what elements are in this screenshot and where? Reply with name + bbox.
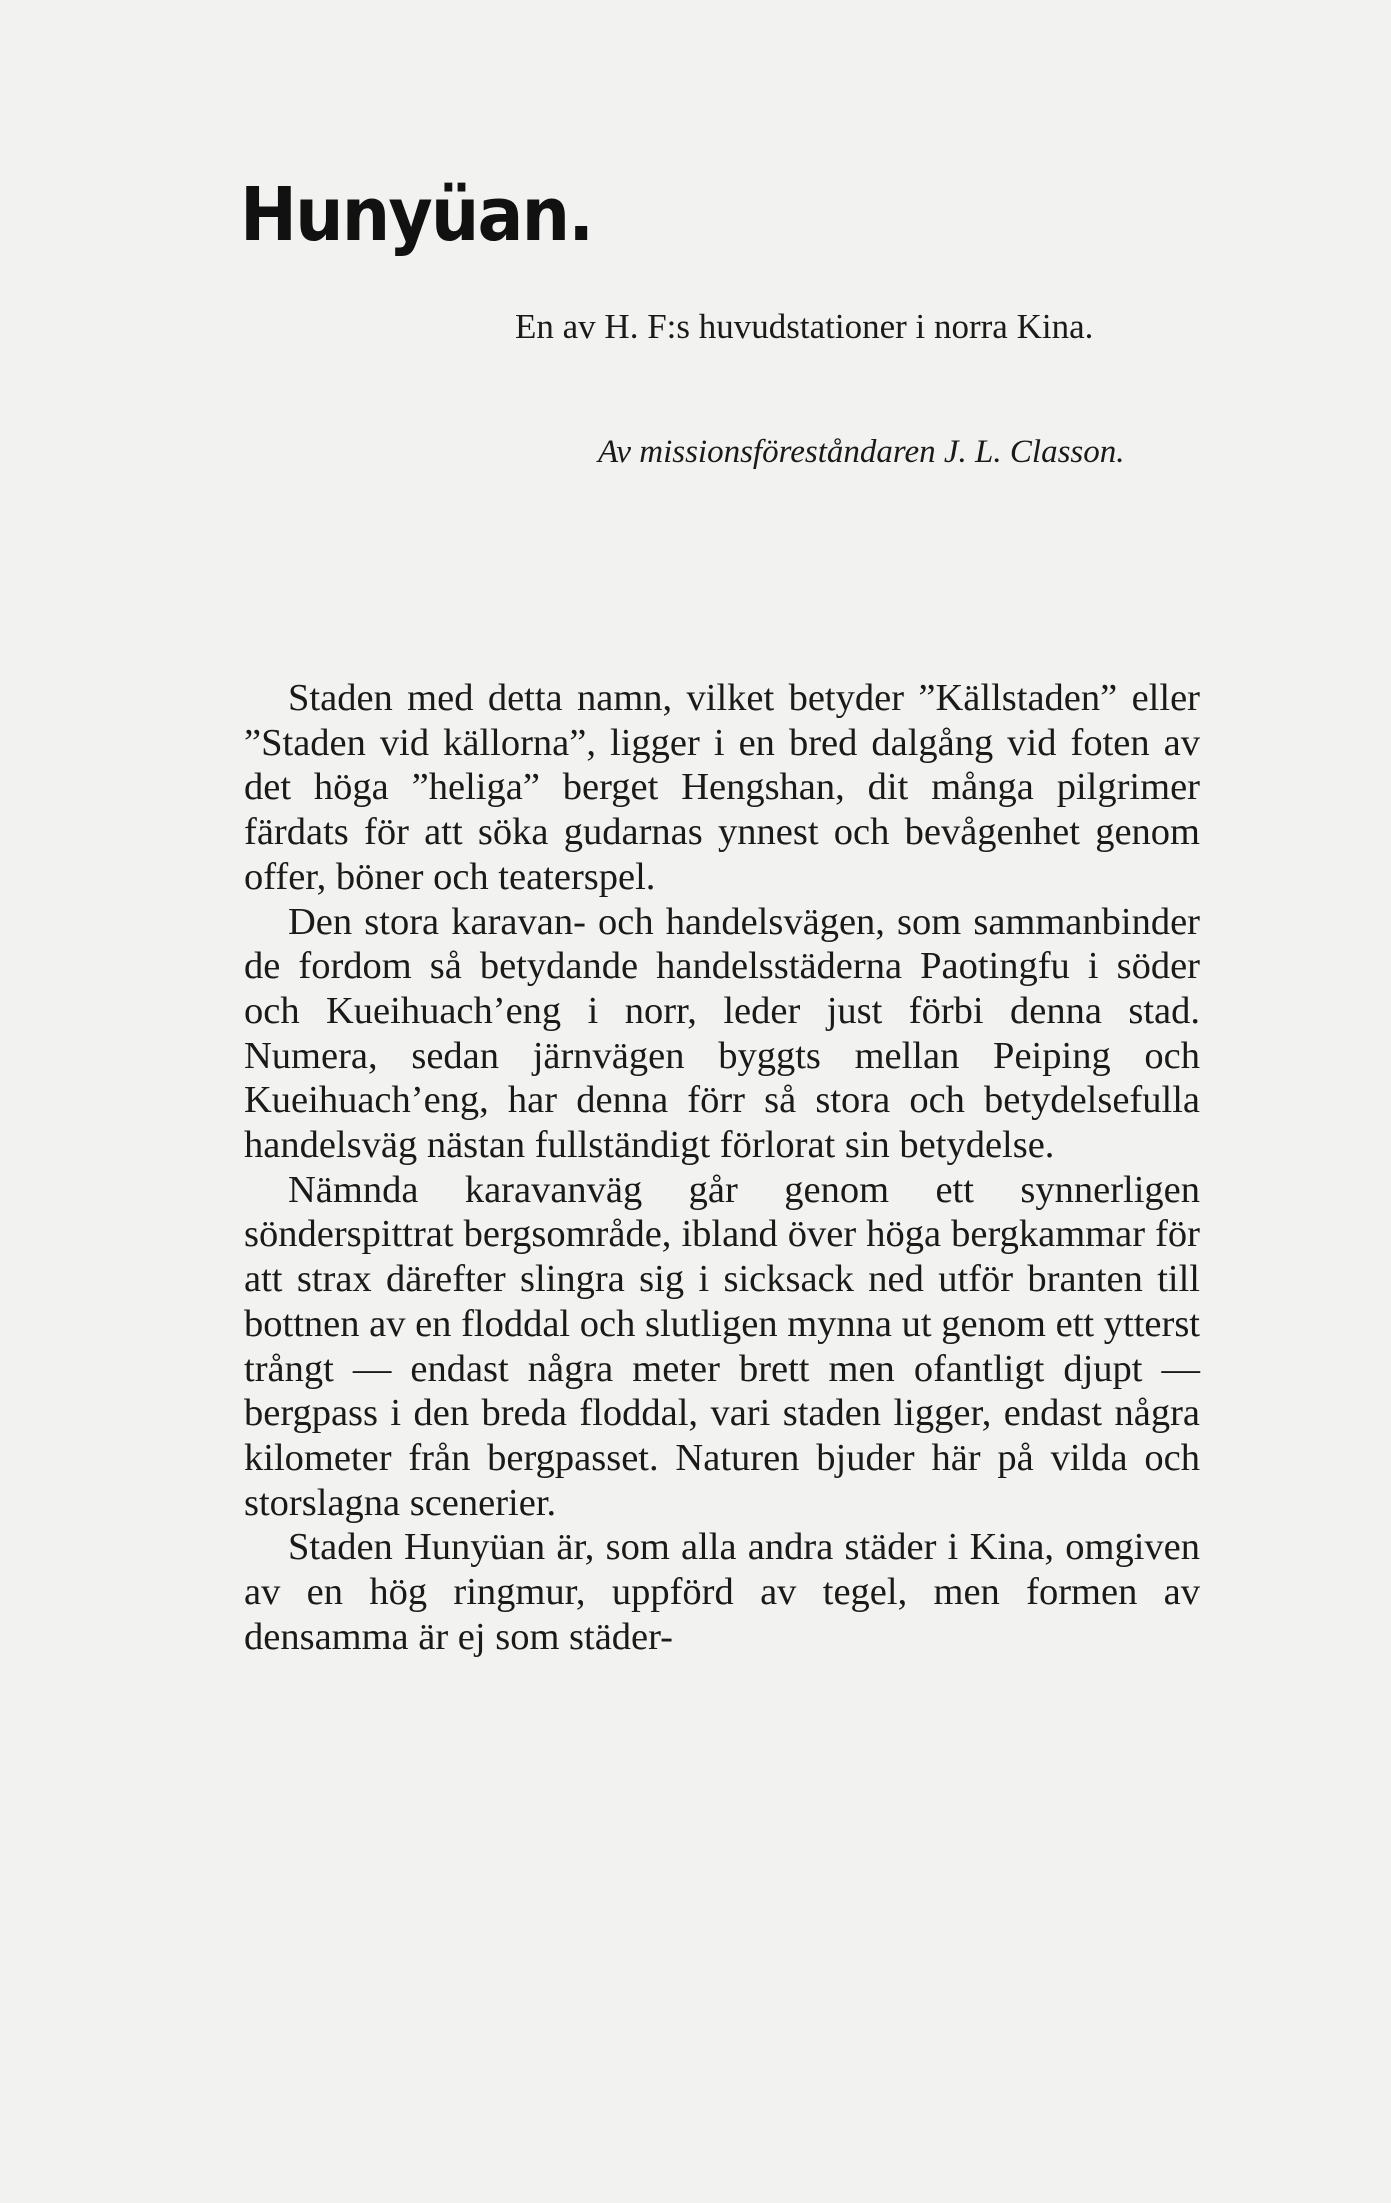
article-subtitle: En av H. F:s huvudstationer i norra Kina. bbox=[515, 307, 1094, 346]
paragraph: Staden med detta namn, vilket betyder ”Källstaden” eller ”Staden vid källorna”, ligger i en bred dalgång vid foten av det höga ”heliga” berget Hengshan, dit många pilgrimer färdats för att söka gudarnas ynnest och bevågenhet genom offer, böner och teaterspel. bbox=[244, 677, 1200, 898]
paragraph: Staden Hunyüan är, som alla andra städer i Kina, omgiven av en hög ringmur, uppförd av tegel, men formen av densamma är ej som städer- bbox=[244, 1526, 1200, 1658]
article-byline: Av missionsföreståndaren J. L. Classon. bbox=[598, 434, 1125, 470]
paragraph: Nämnda karavanväg går genom ett synnerligen sönderspittrat bergsområde, ibland över höga bergkammar för att strax därefter slingra sig i sicksack ned utför branten till bottnen av en floddal och slutligen mynna ut genom ett ytterst trångt — endast några meter brett men ofantligt djupt — bergpass i den breda floddal, vari staden ligger, endast några kilometer från bergpasset. Naturen bjuder här på vilda och storslagna scenerier. bbox=[244, 1168, 1200, 1524]
article-body bbox=[244, 676, 1200, 1659]
paragraph: Den stora karavan- och handelsvägen, som sammanbinder de fordom så betydande handelsstäderna Paotingfu i söder och Kueihuach’eng i norr, leder just förbi denna stad. Numera, sedan järnvägen byggts mellan Peiping och Kueihuach’eng, har denna förr så stora och betydelsefulla handelsväg nästan fullständigt förlorat sin betydelse. bbox=[244, 900, 1200, 1167]
article-title: Hunyüan. bbox=[240, 172, 593, 258]
